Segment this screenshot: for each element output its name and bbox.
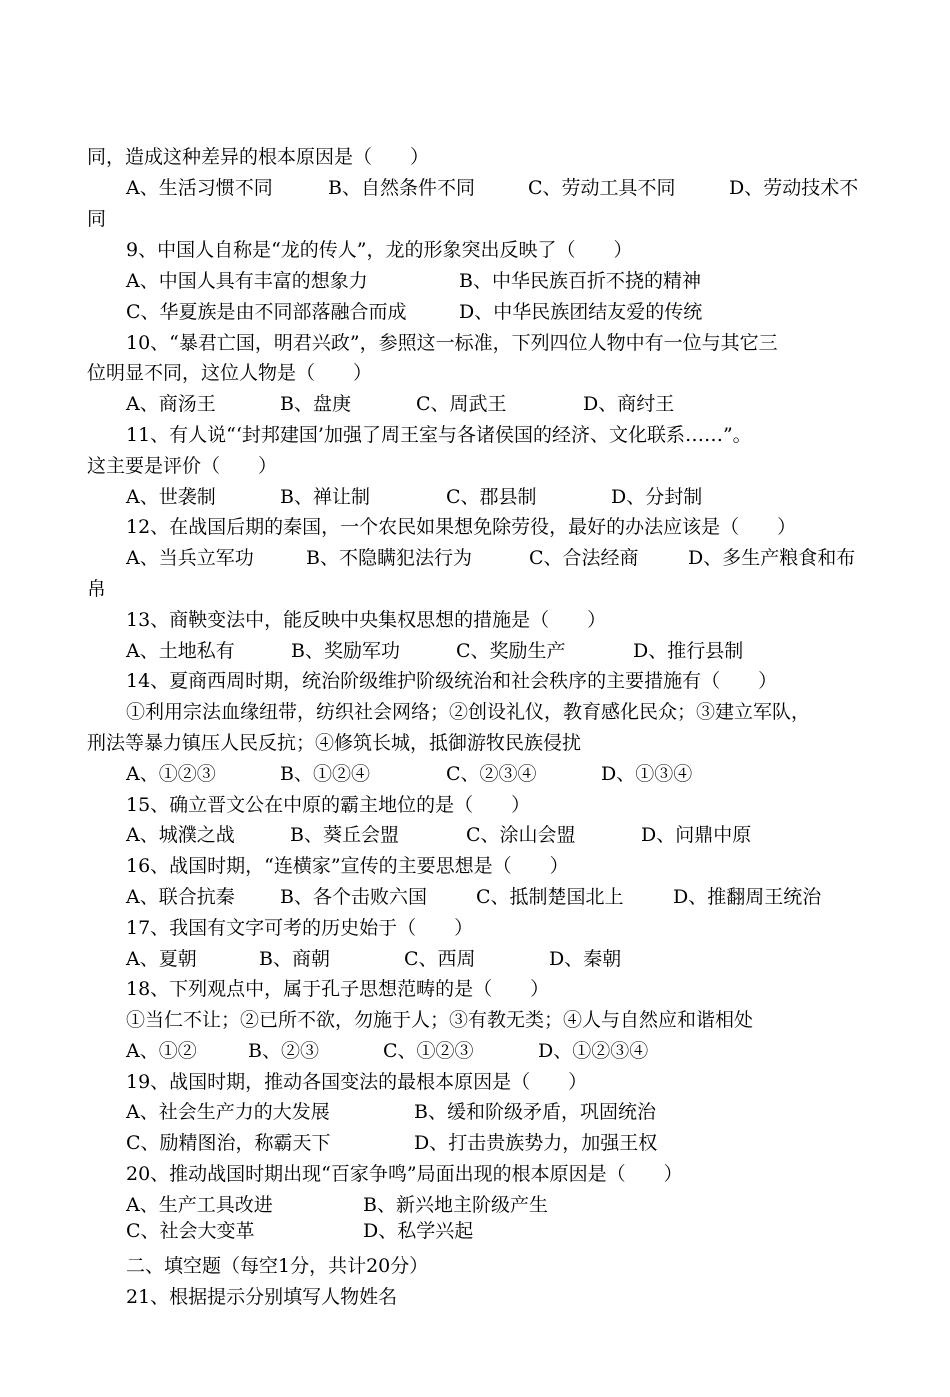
q10-option-b: B、盘庚 xyxy=(280,393,351,415)
q10-stem-continuation: 位明显不同，这位人物是（ ） xyxy=(87,362,373,384)
q13-option-c: C、奖励生产 xyxy=(456,640,566,662)
q16-option-a: A、联合抗秦 xyxy=(126,886,235,908)
q15-option-a: A、城濮之战 xyxy=(126,824,235,846)
q19-stem: 19、战国时期，推动各国变法的最根本原因是（ ） xyxy=(126,1071,588,1093)
q14-option-a: A、①②③ xyxy=(126,763,216,785)
q10-option-c: C、周武王 xyxy=(416,393,507,415)
q11-stem-continuation: 这主要是评价（ ） xyxy=(87,455,278,477)
q10-option-a: A、商汤王 xyxy=(126,393,216,415)
q15-stem: 15、确立晋文公在中原的霸主地位的是（ ） xyxy=(126,794,531,816)
q14-statements: ①利用宗法血缘纽带，纺织社会网络；②创设礼仪，教育感化民众；③建立军队， xyxy=(126,701,811,723)
q17-stem: 17、我国有文字可考的历史始于（ ） xyxy=(126,917,474,939)
q14-stem: 14、夏商西周时期，统治阶级维护阶级统治和社会秩序的主要措施有（ ） xyxy=(126,670,778,692)
q8-option-b: B、自然条件不同 xyxy=(328,177,475,199)
q20-option-d: D、私学兴起 xyxy=(363,1220,474,1242)
q21-stem: 21、根据提示分别填写人物姓名 xyxy=(126,1286,398,1308)
q10-option-d: D、商纣王 xyxy=(583,393,675,415)
q9-option-d: D、中华民族团结友爱的传统 xyxy=(459,301,703,323)
q13-option-d: D、推行县制 xyxy=(633,640,744,662)
q15-option-d: D、问鼎中原 xyxy=(641,824,752,846)
q19-option-d: D、打击贵族势力，加强王权 xyxy=(414,1132,658,1154)
q20-option-c: C、社会大变革 xyxy=(126,1220,255,1242)
q16-option-b: B、各个击败六国 xyxy=(280,886,427,908)
q13-option-a: A、土地私有 xyxy=(126,640,235,662)
q18-stem: 18、下列观点中，属于孔子思想范畴的是（ ） xyxy=(126,978,550,1000)
q11-option-d: D、分封制 xyxy=(611,486,703,508)
q20-stem: 20、推动战国时期出现“百家争鸣”局面出现的根本原因是（ ） xyxy=(126,1163,683,1185)
q10-stem: 10、“暴君亡国，明君兴政”，参照这一标准，下列四位人物中有一位与其它三 xyxy=(126,332,778,354)
q19-option-c: C、励精图治，称霸天下 xyxy=(126,1132,331,1154)
q16-stem: 16、战国时期，“连横家”宣传的主要思想是（ ） xyxy=(126,855,569,877)
q9-option-b: B、中华民族百折不挠的精神 xyxy=(459,270,701,292)
section-fill-in-heading: 二、填空题（每空1分，共计20分） xyxy=(126,1255,429,1277)
q9-stem: 9、中国人自称是“龙的传人”，龙的形象突出反映了（ ） xyxy=(126,239,633,261)
q12-option-a: A、当兵立军功 xyxy=(126,547,254,569)
q8-option-d-wrap: 同 xyxy=(87,208,107,230)
q18-option-d: D、①②③④ xyxy=(538,1040,649,1062)
q14-option-d: D、①③④ xyxy=(601,763,693,785)
q11-option-b: B、禅让制 xyxy=(280,486,370,508)
q8-option-a: A、生活习惯不同 xyxy=(126,177,273,199)
q18-option-c: C、①②③ xyxy=(383,1040,474,1062)
q20-option-a: A、生产工具改进 xyxy=(126,1194,273,1216)
q16-option-d: D、推翻周王统治 xyxy=(673,886,822,908)
q12-stem: 12、在战国后期的秦国，一个农民如果想免除劳役，最好的办法应该是（ ） xyxy=(126,516,797,538)
q13-option-b: B、奖励军功 xyxy=(291,640,400,662)
q14-option-b: B、①②④ xyxy=(280,763,370,785)
q12-option-d-wrap: 帛 xyxy=(87,578,107,600)
q20-option-b: B、新兴地主阶级产生 xyxy=(363,1194,548,1216)
q17-option-d: D、秦朝 xyxy=(549,948,622,970)
q17-option-b: B、商朝 xyxy=(259,948,330,970)
q19-option-b: B、缓和阶级矛盾，巩固统治 xyxy=(414,1101,656,1123)
q18-statements: ①当仁不让；②已所不欲，勿施于人；③有教无类；④人与自然应和谐相处 xyxy=(126,1009,754,1031)
q15-option-b: B、葵丘会盟 xyxy=(290,824,399,846)
q12-option-d: D、多生产粮食和布 xyxy=(688,547,856,569)
q19-option-a: A、社会生产力的大发展 xyxy=(126,1101,330,1123)
q17-option-a: A、夏朝 xyxy=(126,948,197,970)
q11-stem: 11、有人说“‘封邦建国’加强了周王室与各诸侯国的经济、文化联系……”。 xyxy=(126,424,752,446)
q13-stem: 13、商鞅变法中，能反映中央集权思想的措施是（ ） xyxy=(126,609,607,631)
q9-option-c: C、华夏族是由不同部落融合而成 xyxy=(126,301,407,323)
q14-statements-continuation: 刑法等暴力镇压人民反抗；④修筑长城，抵御游牧民族侵扰 xyxy=(87,732,582,754)
q16-option-c: C、抵制楚国北上 xyxy=(476,886,624,908)
q15-option-c: C、涂山会盟 xyxy=(466,824,576,846)
q18-option-a: A、①② xyxy=(126,1040,197,1062)
q11-option-c: C、郡县制 xyxy=(446,486,537,508)
q8-option-c: C、劳动工具不同 xyxy=(528,177,676,199)
q9-option-a: A、中国人具有丰富的想象力 xyxy=(126,270,368,292)
q17-option-c: C、西周 xyxy=(404,948,476,970)
q8-option-d: D、劳动技术不 xyxy=(729,177,859,199)
q12-option-b: B、不隐瞒犯法行为 xyxy=(306,547,472,569)
q11-option-a: A、世袭制 xyxy=(126,486,216,508)
q18-option-b: B、②③ xyxy=(248,1040,319,1062)
q12-option-c: C、合法经商 xyxy=(529,547,639,569)
q8-stem-continuation: 同，造成这种差异的根本原因是（ ） xyxy=(87,146,430,168)
q14-option-c: C、②③④ xyxy=(446,763,537,785)
